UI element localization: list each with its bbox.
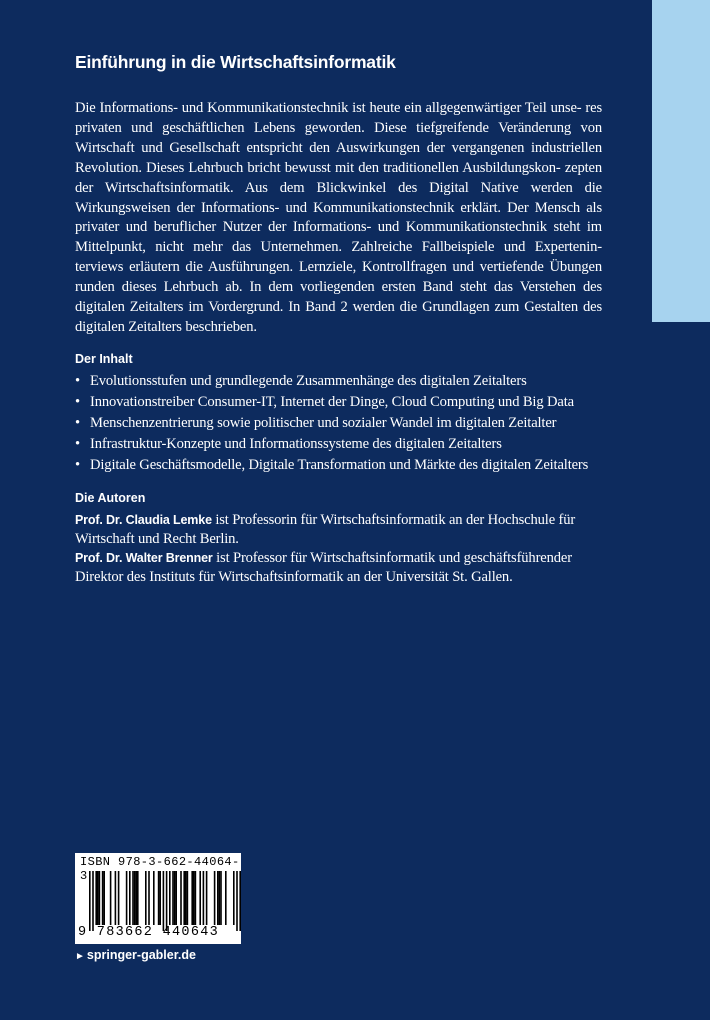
barcode-bar [134, 871, 136, 925]
barcode-bar [159, 871, 161, 925]
barcode-bar [195, 871, 197, 925]
description-line: im Mittelpunkt, nicht mehr das Unternehmen. Zahlreiche Fallbeispiele und Expertenin- [75, 219, 602, 256]
description-line: Wirkungsweisen der Informations- und Kommunikationstechnik erklärt. Der Mensch [75, 199, 587, 216]
author-name: Prof. Dr. Claudia Lemke [75, 512, 212, 527]
barcode-digits: 9 783662 440643 [78, 925, 220, 940]
description [75, 99, 602, 338]
barcode-bar [174, 871, 176, 925]
list-item-text: Innovationstreiber Consumer-IT, Internet der Dinge, Cloud Computing und Big Data [90, 393, 574, 410]
barcode-bar [225, 871, 227, 925]
barcode-bar [166, 871, 168, 931]
barcode-bar [193, 871, 195, 925]
author-name: Prof. Dr. Walter Brenner [75, 550, 213, 565]
barcode-bar [137, 871, 139, 925]
barcode-bar [191, 871, 193, 925]
list-item [75, 393, 602, 412]
author-text: ist Professor für Wirtschaftsinformatik und geschäftsführender Direktor des Instituts für Wirtschaftsinformatik an der Universität St. Gallen. [75, 549, 572, 585]
barcode-bar [97, 871, 99, 925]
barcode-bar [163, 871, 165, 931]
list-item [75, 456, 602, 475]
publisher-website[interactable] [75, 948, 196, 962]
barcode-bar [233, 871, 235, 925]
barcode-bar [217, 871, 219, 925]
description-line: digitalen Zeitalters im Vordergrund. In Band 2 werden die Grundlagen zum Gestalten [75, 299, 583, 316]
barcode-bar [102, 871, 104, 925]
isbn-barcode [75, 853, 241, 944]
authors-heading: Die Autoren [75, 490, 146, 505]
contents-heading: Der Inhalt [75, 351, 133, 366]
barcode-bar [169, 871, 171, 925]
barcode-bar [153, 871, 155, 925]
barcode-bar [115, 871, 117, 925]
barcode-bar [92, 871, 94, 931]
description-line: res privaten und geschäftlichen Lebens geworden. Diese tiefgreifende Veränderung von [75, 100, 602, 136]
author-bio [75, 549, 602, 587]
barcode-bar [110, 871, 112, 925]
barcode-bar [126, 871, 128, 925]
barcode-bar [89, 871, 91, 931]
barcode-bar [206, 871, 208, 925]
isbn-label: ISBN 978-3-662-44064-3 [80, 855, 240, 883]
list-item-text: Digitale Geschäftsmodelle, Digitale Transformation und Märkte des digitalen Zeitalters [90, 456, 589, 473]
bullet-icon: • [75, 393, 80, 410]
barcode-bar [132, 871, 134, 925]
barcode-bar [214, 871, 216, 925]
author-text: ist Professorin für Wirtschaftsinformatik an der Hochschule für Wirtschaft und Recht Berlin. [75, 511, 576, 547]
barcode-bar [183, 871, 185, 925]
barcode-bar [158, 871, 160, 925]
website-url[interactable]: springer-gabler.de [86, 948, 196, 962]
bullet-icon: • [75, 456, 80, 473]
barcode-bar [148, 871, 150, 925]
list-item [75, 435, 602, 454]
bullet-icon: • [75, 372, 80, 389]
back-cover-content [75, 52, 602, 587]
barcode-bar [185, 871, 187, 925]
list-item-text: Menschenzentrierung sowie politischer und sozialer Wandel im digitalen Zeitalter [90, 414, 557, 431]
author-bio [75, 511, 602, 549]
barcode-bar [236, 871, 238, 931]
list-item-text: Infrastruktur-Konzepte und Informationssysteme des digitalen Zeitalters [90, 435, 502, 452]
contents-list [75, 372, 602, 475]
barcode-bar [187, 871, 189, 925]
barcode-bar [95, 871, 97, 925]
description-line: Revolution. Dieses Lehrbuch bricht bewusst mit den traditionellen Ausbildungskon- [75, 159, 561, 176]
description-line: Die Informations- und Kommunikationstechnik ist heute ein allgegenwärtiger Teil unse- [75, 100, 582, 116]
bullet-icon: • [75, 435, 80, 452]
barcode-bar [175, 871, 177, 925]
bullet-icon: • [75, 414, 80, 431]
barcode-bar [145, 871, 147, 925]
barcode-bar [118, 871, 120, 925]
list-item [75, 414, 602, 433]
barcode-bar [99, 871, 101, 925]
barcode-bar [172, 871, 174, 925]
description-line: des digitalen Zeitalters beschrieben. [75, 299, 602, 335]
description-line: Wirtschaft und Gesellschaft entspricht den Auswirkungen der vergangenen industriellen [75, 139, 602, 156]
barcode-bar [180, 871, 182, 925]
side-color-stripe [652, 0, 710, 322]
barcode-bar [220, 871, 222, 925]
barcode-bar [135, 871, 137, 925]
description-line: als privater und beruflicher Nutzer der Informations- und Kommunikationstechnik steht [75, 199, 602, 236]
barcode-bar [129, 871, 131, 925]
list-item [75, 372, 602, 391]
barcode-bar [103, 871, 105, 925]
barcode-bar [203, 871, 205, 925]
barcode-bar [199, 871, 201, 925]
description-line: zepten der Wirtschaftsinformatik. Aus dem Blickwinkel des Digital Native werden die [75, 159, 603, 196]
description-line: runden dieses Lehrbuch ab. In dem vorliegenden ersten Band steht das Verstehen des [75, 279, 602, 296]
description-line: terviews erläutern die Ausführungen. Lernziele, Kontrollfragen und vertiefende Übungen [75, 259, 602, 276]
barcode-bar [219, 871, 221, 925]
list-item-text: Evolutionsstufen und grundlegende Zusammenhänge des digitalen Zeitalters [90, 372, 527, 389]
book-title: Einführung in die Wirtschaftsinformatik [75, 52, 396, 72]
arrow-icon: ► [75, 951, 85, 962]
barcode-bar [239, 871, 241, 931]
